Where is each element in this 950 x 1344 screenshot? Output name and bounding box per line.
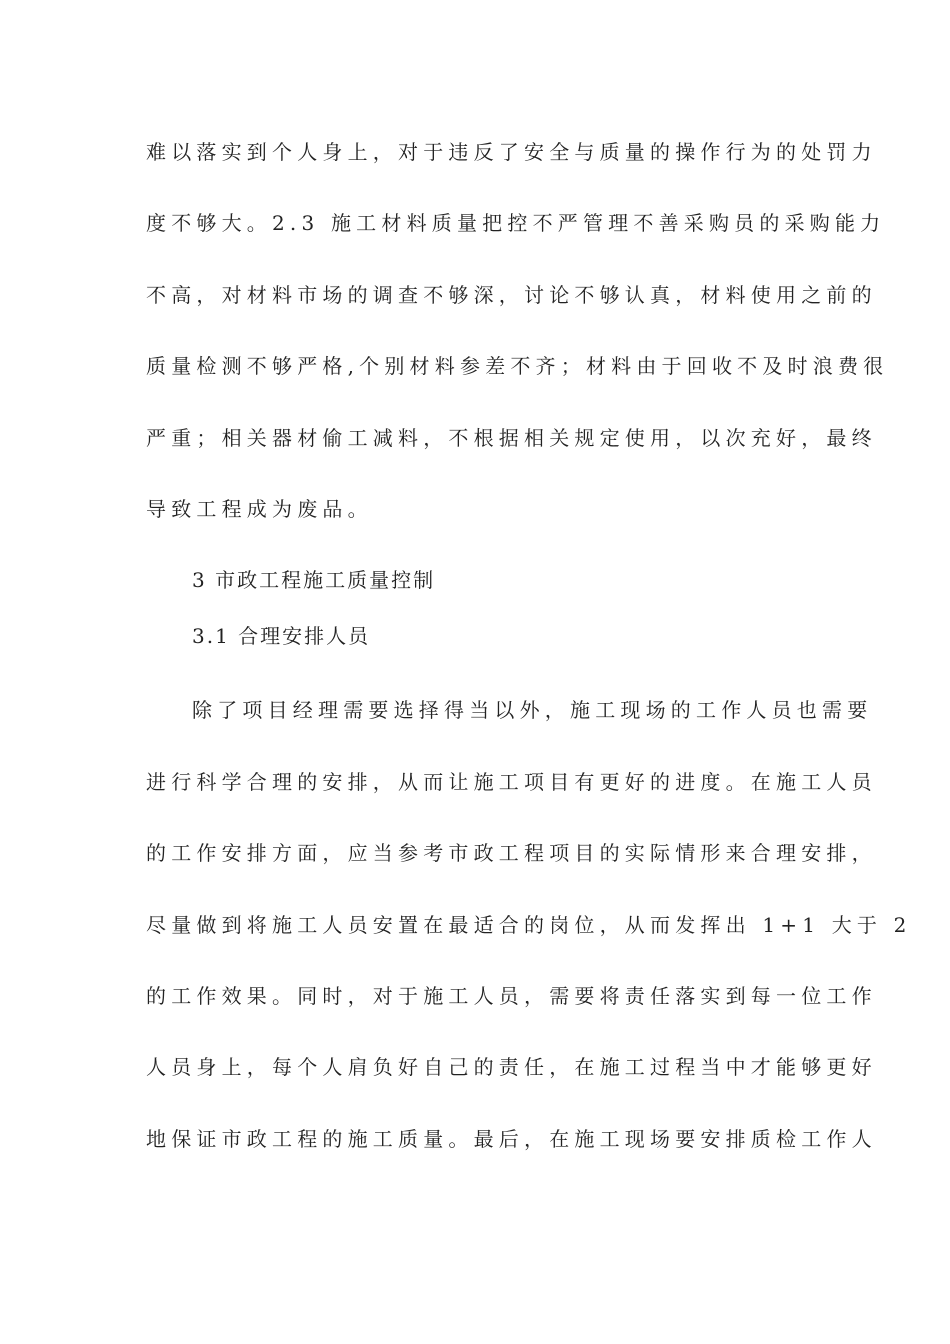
text-line: 除了项目经理需要选择得当以外，施工现场的工作人员也需要: [192, 698, 873, 722]
text-line: 地保证市政工程的施工质量。最后，在施工现场要安排质检工作人: [146, 1127, 877, 1151]
text-line: 尽量做到将施工人员安置在最适合的岗位，从而发挥出 1+1 大于 2: [146, 913, 912, 937]
text-line: 质量检测不够严格,个别材料参差不齐；材料由于回收不及时浪费很: [146, 354, 889, 378]
text-line: 进行科学合理的安排，从而让施工项目有更好的进度。在施工人员: [146, 770, 877, 794]
text-line: 的工作效果。同时，对于施工人员，需要将责任落实到每一位工作: [146, 984, 877, 1008]
text-line: 不高，对材料市场的调查不够深，讨论不够认真，材料使用之前的: [146, 283, 877, 307]
text-line: 严重；相关器材偷工减料，不根据相关规定使用，以次充好，最终: [146, 426, 877, 450]
text-line: 难以落实到个人身上，对于违反了安全与质量的操作行为的处罚力: [146, 140, 877, 164]
text-line: 人员身上，每个人肩负好自己的责任，在施工过程当中才能够更好: [146, 1055, 877, 1079]
text-line: 度不够大。2.3 施工材料质量把控不严管理不善采购员的采购能力: [146, 211, 886, 235]
text-line: 导致工程成为废品。: [146, 497, 373, 521]
section-heading: 3 市政工程施工质量控制: [192, 568, 436, 592]
subsection-heading: 3.1 合理安排人员: [192, 624, 371, 648]
text-line: 的工作安排方面，应当参考市政工程项目的实际情形来合理安排，: [146, 841, 877, 865]
